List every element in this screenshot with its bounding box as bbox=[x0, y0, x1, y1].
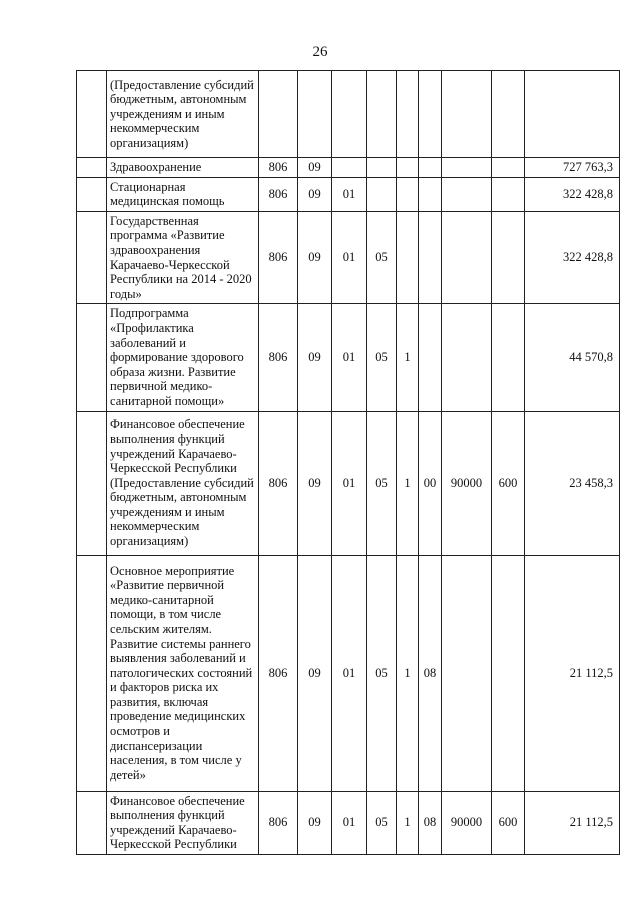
expense-type-cell bbox=[492, 555, 525, 791]
subprogram-code-cell: 1 bbox=[397, 555, 419, 791]
section-code-cell bbox=[298, 71, 332, 158]
event-code-cell bbox=[419, 177, 442, 211]
subsection-code-cell: 01 bbox=[332, 411, 367, 555]
ved-code-cell: 806 bbox=[259, 791, 298, 854]
table-row bbox=[77, 158, 620, 178]
amount-cell: 21 112,5 bbox=[525, 791, 620, 854]
item-name-cell: Основное мероприятие «Развитие первичной медико-санитарной помощи, в том числе сельским жителям. Развитие системы раннего выявления заболеваний и патологических состояний и факторов риска их развития, включая проведение медицинских осмотров и диспансеризации населения, в том числе у детей» bbox=[107, 555, 259, 791]
table-row bbox=[77, 411, 620, 555]
amount-cell: 727 763,3 bbox=[525, 158, 620, 178]
budget-table bbox=[76, 70, 620, 855]
program-code-cell bbox=[367, 71, 397, 158]
amount-cell: 23 458,3 bbox=[525, 411, 620, 555]
expense-type-cell bbox=[492, 211, 525, 304]
item-name-cell: Государственная программа «Развитие здравоохранения Карачаево-Черкесской Республики на 2014 - 2020 годы» bbox=[107, 211, 259, 304]
section-code-cell: 09 bbox=[298, 158, 332, 178]
direction-code-cell: 90000 bbox=[442, 411, 492, 555]
table-row bbox=[77, 304, 620, 411]
direction-code-cell bbox=[442, 211, 492, 304]
program-code-cell: 05 bbox=[367, 304, 397, 411]
section-code-cell: 09 bbox=[298, 177, 332, 211]
program-code-cell: 05 bbox=[367, 555, 397, 791]
direction-code-cell: 90000 bbox=[442, 791, 492, 854]
amount-cell: 44 570,8 bbox=[525, 304, 620, 411]
ved-code-cell: 806 bbox=[259, 555, 298, 791]
program-code-cell bbox=[367, 177, 397, 211]
expense-type-cell: 600 bbox=[492, 791, 525, 854]
expense-type-cell bbox=[492, 71, 525, 158]
ved-code-cell: 806 bbox=[259, 177, 298, 211]
event-code-cell bbox=[419, 211, 442, 304]
ved-code-cell: 806 bbox=[259, 211, 298, 304]
subprogram-code-cell: 1 bbox=[397, 791, 419, 854]
number-cell bbox=[77, 791, 107, 854]
expense-type-cell bbox=[492, 177, 525, 211]
event-code-cell: 00 bbox=[419, 411, 442, 555]
table-row bbox=[77, 791, 620, 854]
expense-type-cell bbox=[492, 158, 525, 178]
program-code-cell: 05 bbox=[367, 211, 397, 304]
ved-code-cell: 806 bbox=[259, 304, 298, 411]
table-row bbox=[77, 71, 620, 158]
expense-type-cell bbox=[492, 304, 525, 411]
ved-code-cell bbox=[259, 71, 298, 158]
item-name-cell: (Предоставление субсидий бюджетным, автономным учреждениям и иным некоммерческим организациям) bbox=[107, 71, 259, 158]
program-code-cell: 05 bbox=[367, 791, 397, 854]
program-code-cell bbox=[367, 158, 397, 178]
amount-cell: 21 112,5 bbox=[525, 555, 620, 791]
section-code-cell: 09 bbox=[298, 555, 332, 791]
subprogram-code-cell: 1 bbox=[397, 304, 419, 411]
program-code-cell: 05 bbox=[367, 411, 397, 555]
number-cell bbox=[77, 158, 107, 178]
event-code-cell bbox=[419, 158, 442, 178]
subsection-code-cell: 01 bbox=[332, 211, 367, 304]
subprogram-code-cell bbox=[397, 211, 419, 304]
subprogram-code-cell bbox=[397, 158, 419, 178]
amount-cell: 322 428,8 bbox=[525, 211, 620, 304]
subsection-code-cell: 01 bbox=[332, 555, 367, 791]
amount-cell bbox=[525, 71, 620, 158]
number-cell bbox=[77, 71, 107, 158]
direction-code-cell bbox=[442, 304, 492, 411]
subsection-code-cell: 01 bbox=[332, 791, 367, 854]
table-row bbox=[77, 177, 620, 211]
number-cell bbox=[77, 177, 107, 211]
event-code-cell bbox=[419, 304, 442, 411]
item-name-cell: Здравоохранение bbox=[107, 158, 259, 178]
subprogram-code-cell bbox=[397, 71, 419, 158]
ved-code-cell: 806 bbox=[259, 411, 298, 555]
subsection-code-cell bbox=[332, 71, 367, 158]
number-cell bbox=[77, 211, 107, 304]
direction-code-cell bbox=[442, 158, 492, 178]
direction-code-cell bbox=[442, 555, 492, 791]
expense-type-cell: 600 bbox=[492, 411, 525, 555]
subsection-code-cell bbox=[332, 158, 367, 178]
subsection-code-cell: 01 bbox=[332, 304, 367, 411]
event-code-cell bbox=[419, 71, 442, 158]
direction-code-cell bbox=[442, 71, 492, 158]
page-number: 26 bbox=[312, 44, 328, 60]
subprogram-code-cell: 1 bbox=[397, 411, 419, 555]
number-cell bbox=[77, 555, 107, 791]
section-code-cell: 09 bbox=[298, 411, 332, 555]
item-name-cell: Подпрограмма «Профилактика заболеваний и формирование здорового образа жизни. Развитие первичной медико-санитарной помощи» bbox=[107, 304, 259, 411]
event-code-cell: 08 bbox=[419, 555, 442, 791]
subsection-code-cell: 01 bbox=[332, 177, 367, 211]
subprogram-code-cell bbox=[397, 177, 419, 211]
section-code-cell: 09 bbox=[298, 304, 332, 411]
amount-cell: 322 428,8 bbox=[525, 177, 620, 211]
ved-code-cell: 806 bbox=[259, 158, 298, 178]
number-cell bbox=[77, 411, 107, 555]
table-row bbox=[77, 555, 620, 791]
item-name-cell: Стационарная медицинская помощь bbox=[107, 177, 259, 211]
number-cell bbox=[77, 304, 107, 411]
event-code-cell: 08 bbox=[419, 791, 442, 854]
table-row bbox=[77, 211, 620, 304]
item-name-cell: Финансовое обеспечение выполнения функций учреждений Карачаево-Черкесской Республики bbox=[107, 791, 259, 854]
section-code-cell: 09 bbox=[298, 791, 332, 854]
item-name-cell: Финансовое обеспечение выполнения функций учреждений Карачаево-Черкесской Республики (Предоставление субсидий бюджетным, автономным учреждениям и иным некоммерческим организациям) bbox=[107, 411, 259, 555]
direction-code-cell bbox=[442, 177, 492, 211]
section-code-cell: 09 bbox=[298, 211, 332, 304]
